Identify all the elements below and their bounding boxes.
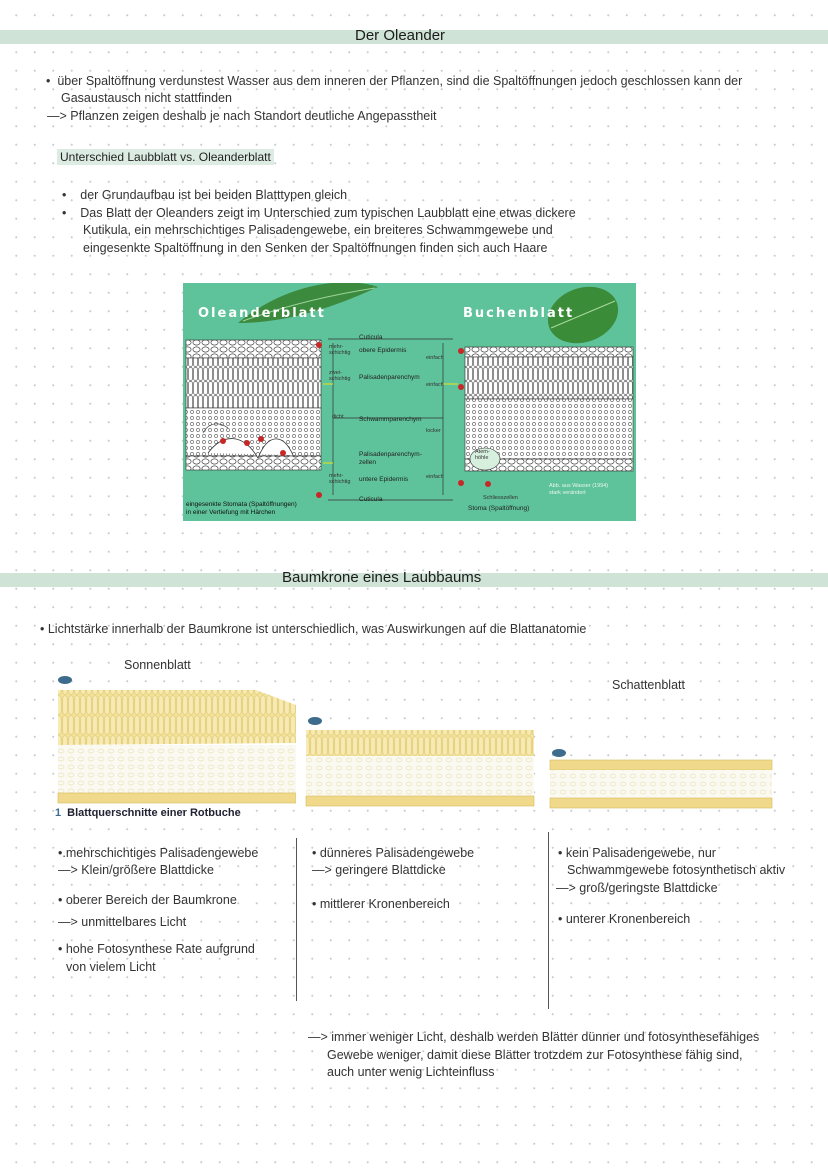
col1-bullet-fotosynthese: • hohe Fotosynthese Rate aufgrund (58, 942, 255, 956)
sonnenblatt-section-image (56, 675, 296, 805)
label-mehrschichtig-top: mehr- schichtig (329, 344, 351, 356)
label-cuticula-bottom: Cuticula (359, 496, 383, 503)
label-schwammparenchym: Schwammparenchym (359, 416, 422, 423)
col3-arrow-blattdicke: —> groß/geringste Blattdicke (556, 881, 718, 895)
label-einfach-3: einfach (426, 474, 444, 480)
bullet-oleander-blatt-cont1: Kutikula, ein mehrschichtiges Palisadengewebe, ein breiteres Schwammgewebe und (83, 223, 553, 237)
bullet-oleander-blatt-cont2: eingesenkte Spaltöffnung in den Senken der Spaltöffnungen finden sich auch Haare (83, 241, 548, 255)
label-palisadenparenchym: Palisadenparenchym (359, 374, 420, 381)
label-obere-epidermis: obere Epidermis (359, 347, 407, 354)
col1-arrow-blattdicke: —> Klein/größere Blattdicke (58, 863, 214, 877)
column-divider-1 (296, 838, 297, 1001)
col3-bullet-unterer: • unterer Kronenbereich (558, 912, 691, 926)
label-mehrschichtig-bottom: mehr- schichtig (329, 473, 351, 485)
col2-arrow-blattdicke: —> geringere Blattdicke (312, 863, 446, 877)
col1-arrow-licht: —> unmittelbares Licht (58, 915, 187, 929)
conclusion-line-3: auch unter wenig Lichteinfluss (327, 1065, 495, 1079)
label-zweischichtig: zwei- schichtig (329, 370, 351, 382)
schattenblatt-section-image (548, 748, 774, 810)
label-sonnenblatt: Sonnenblatt (124, 658, 191, 672)
mittleres-blatt-section-image (304, 716, 536, 808)
col2-bullet-mittlerer: • mittlerer Kronenbereich (312, 897, 450, 911)
figure-caption: 1 Blattquerschnitte einer Rotbuche (55, 807, 241, 819)
label-schliesszellen: Schliesszellen (483, 495, 518, 501)
bullet-spaltoeffnung: • über Spaltöffnung verdunstest Wasser aus dem inneren der Pflanzen, sind die Spaltöffnungen jedoch geschlossen kann der (46, 74, 743, 88)
bullet-spaltoeffnung-cont: Gasaustausch nicht stattfinden (61, 91, 232, 105)
arrow-angepasstheit: —> Pflanzen zeigen deshalb je nach Standort deutliche Angepasstheit (47, 109, 437, 123)
col3-bullet-kein-palisaden-cont: Schwammgewebe fotosynthetisch aktiv (567, 863, 786, 877)
label-schattenblatt: Schattenblatt (612, 678, 685, 692)
label-atemhoehle: Atem- höhle (475, 449, 490, 461)
label-dicht: dicht (332, 414, 344, 420)
col1-bullet-fotosynthese-cont: von vielem Licht (66, 960, 156, 974)
bullet-grundaufbau: • der Grundaufbau ist bei beiden Blatttypen gleich (62, 188, 348, 202)
label-einfach-1: einfach (426, 355, 444, 361)
label-palisadenparenchym-zellen: Palisadenparenchym- zellen (359, 451, 422, 466)
col3-bullet-kein-palisaden: • kein Palisadengewebe, nur (558, 846, 716, 860)
section-title-oleander: Der Oleander (355, 27, 446, 44)
label-credit: Abb. aus Wasser (1994) stark verändert (549, 483, 609, 496)
conclusion-line-2: Gewebe weniger, damit diese Blätter trotzdem zur Fotosynthese fähig sind, (327, 1048, 743, 1062)
subheading-unterschied: Unterschied Laubblatt vs. Oleanderblatt (57, 149, 274, 165)
col1-bullet-oberer-bereich: • oberer Bereich der Baumkrone (58, 893, 237, 907)
label-untere-epidermis: untere Epidermis (359, 476, 409, 483)
column-divider-2 (548, 832, 549, 1009)
label-eingesenkte-stomata: eingesenkte Stomata (Spaltöffnungen) in einer Vertiefung mit Härchen (186, 501, 297, 516)
bullet-oleander-blatt: • Das Blatt der Oleanders zeigt im Unterschied zum typischen Laubblatt eine etwas dickere (62, 206, 576, 220)
col1-bullet-mehrschichtig: •.mehrschichtiges Palisadengewebe (58, 846, 259, 860)
label-oleanderblatt: Oleanderblatt (198, 306, 326, 321)
section-title-baumkrone: Baumkrone eines Laubbaums (282, 569, 482, 586)
label-buchenblatt: Buchenblatt (463, 306, 575, 321)
label-einfach-2: einfach (426, 382, 444, 388)
label-locker: locker (426, 428, 441, 434)
conclusion-line-1: —> immer weniger Licht, deshalb werden Blätter dünner und fotosynthesefähiges (308, 1030, 760, 1044)
intro-lichtstaerke: • Lichtstärke innerhalb der Baumkrone ist unterschiedlich, was Auswirkungen auf die Blattanatomie (40, 622, 587, 636)
figure-oleander-buchenblatt (183, 283, 636, 521)
label-stoma: Stoma (Spaltöffnung) (468, 505, 530, 512)
label-cuticula-top: Cuticula (359, 334, 383, 341)
col2-bullet-duenneres: • dünneres Palisadengewebe (312, 846, 475, 860)
